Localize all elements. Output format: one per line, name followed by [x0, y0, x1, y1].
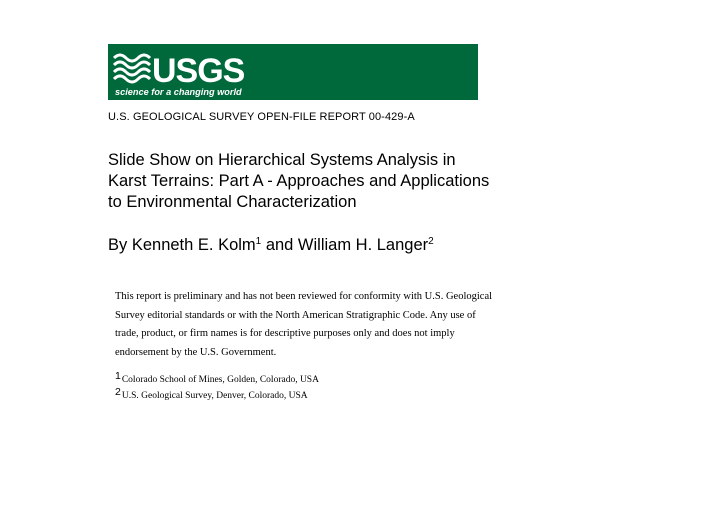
byline — [108, 236, 434, 255]
author-1-footnote-mark: 1 — [255, 236, 262, 247]
title-line: to Environmental Characterization — [108, 193, 357, 211]
affiliation-2-text: U.S. Geological Survey, Denver, Colorado, USA — [121, 391, 308, 401]
disclaimer-line: This report is preliminary and has not been reviewed for conformity with U.S. Geological — [115, 291, 493, 302]
usgs-logo[interactable] — [108, 44, 258, 100]
report-id: U.S. GEOLOGICAL SURVEY OPEN-FILE REPORT 00-429-A — [108, 111, 415, 123]
title-line: Slide Show on Hierarchical Systems Analysis in — [108, 151, 456, 169]
affiliation-1-text: Colorado School of Mines, Golden, Colorado, USA — [121, 375, 319, 385]
usgs-logo-tagline: science for a changing world — [115, 87, 242, 97]
disclaimer-line: endorsement by the U.S. Government. — [115, 346, 277, 358]
affiliation-2-mark: 2 — [115, 386, 121, 398]
usgs-wave-icon — [108, 44, 258, 100]
disclaimer — [115, 288, 565, 362]
byline-author-2: and William H. Langer — [261, 236, 429, 254]
usgs-banner — [108, 44, 478, 100]
author-2-footnote-mark: 2 — [428, 236, 434, 247]
report-title — [108, 150, 608, 213]
byline-author-1: By Kenneth E. Kolm — [108, 236, 256, 254]
disclaimer-line: Survey editorial standards or with the North American Stratigraphic Code. Any use of — [115, 309, 476, 321]
affiliation-1-mark: 1 — [115, 370, 121, 382]
affiliation-1 — [115, 370, 319, 385]
disclaimer-line: trade, product, or firm names is for descriptive purposes only and does not imply — [115, 328, 455, 339]
affiliation-2 — [115, 386, 308, 401]
usgs-logo-text: USGS — [152, 52, 245, 90]
title-line: Karst Terrains: Part A - Approaches and Applications — [108, 172, 490, 190]
